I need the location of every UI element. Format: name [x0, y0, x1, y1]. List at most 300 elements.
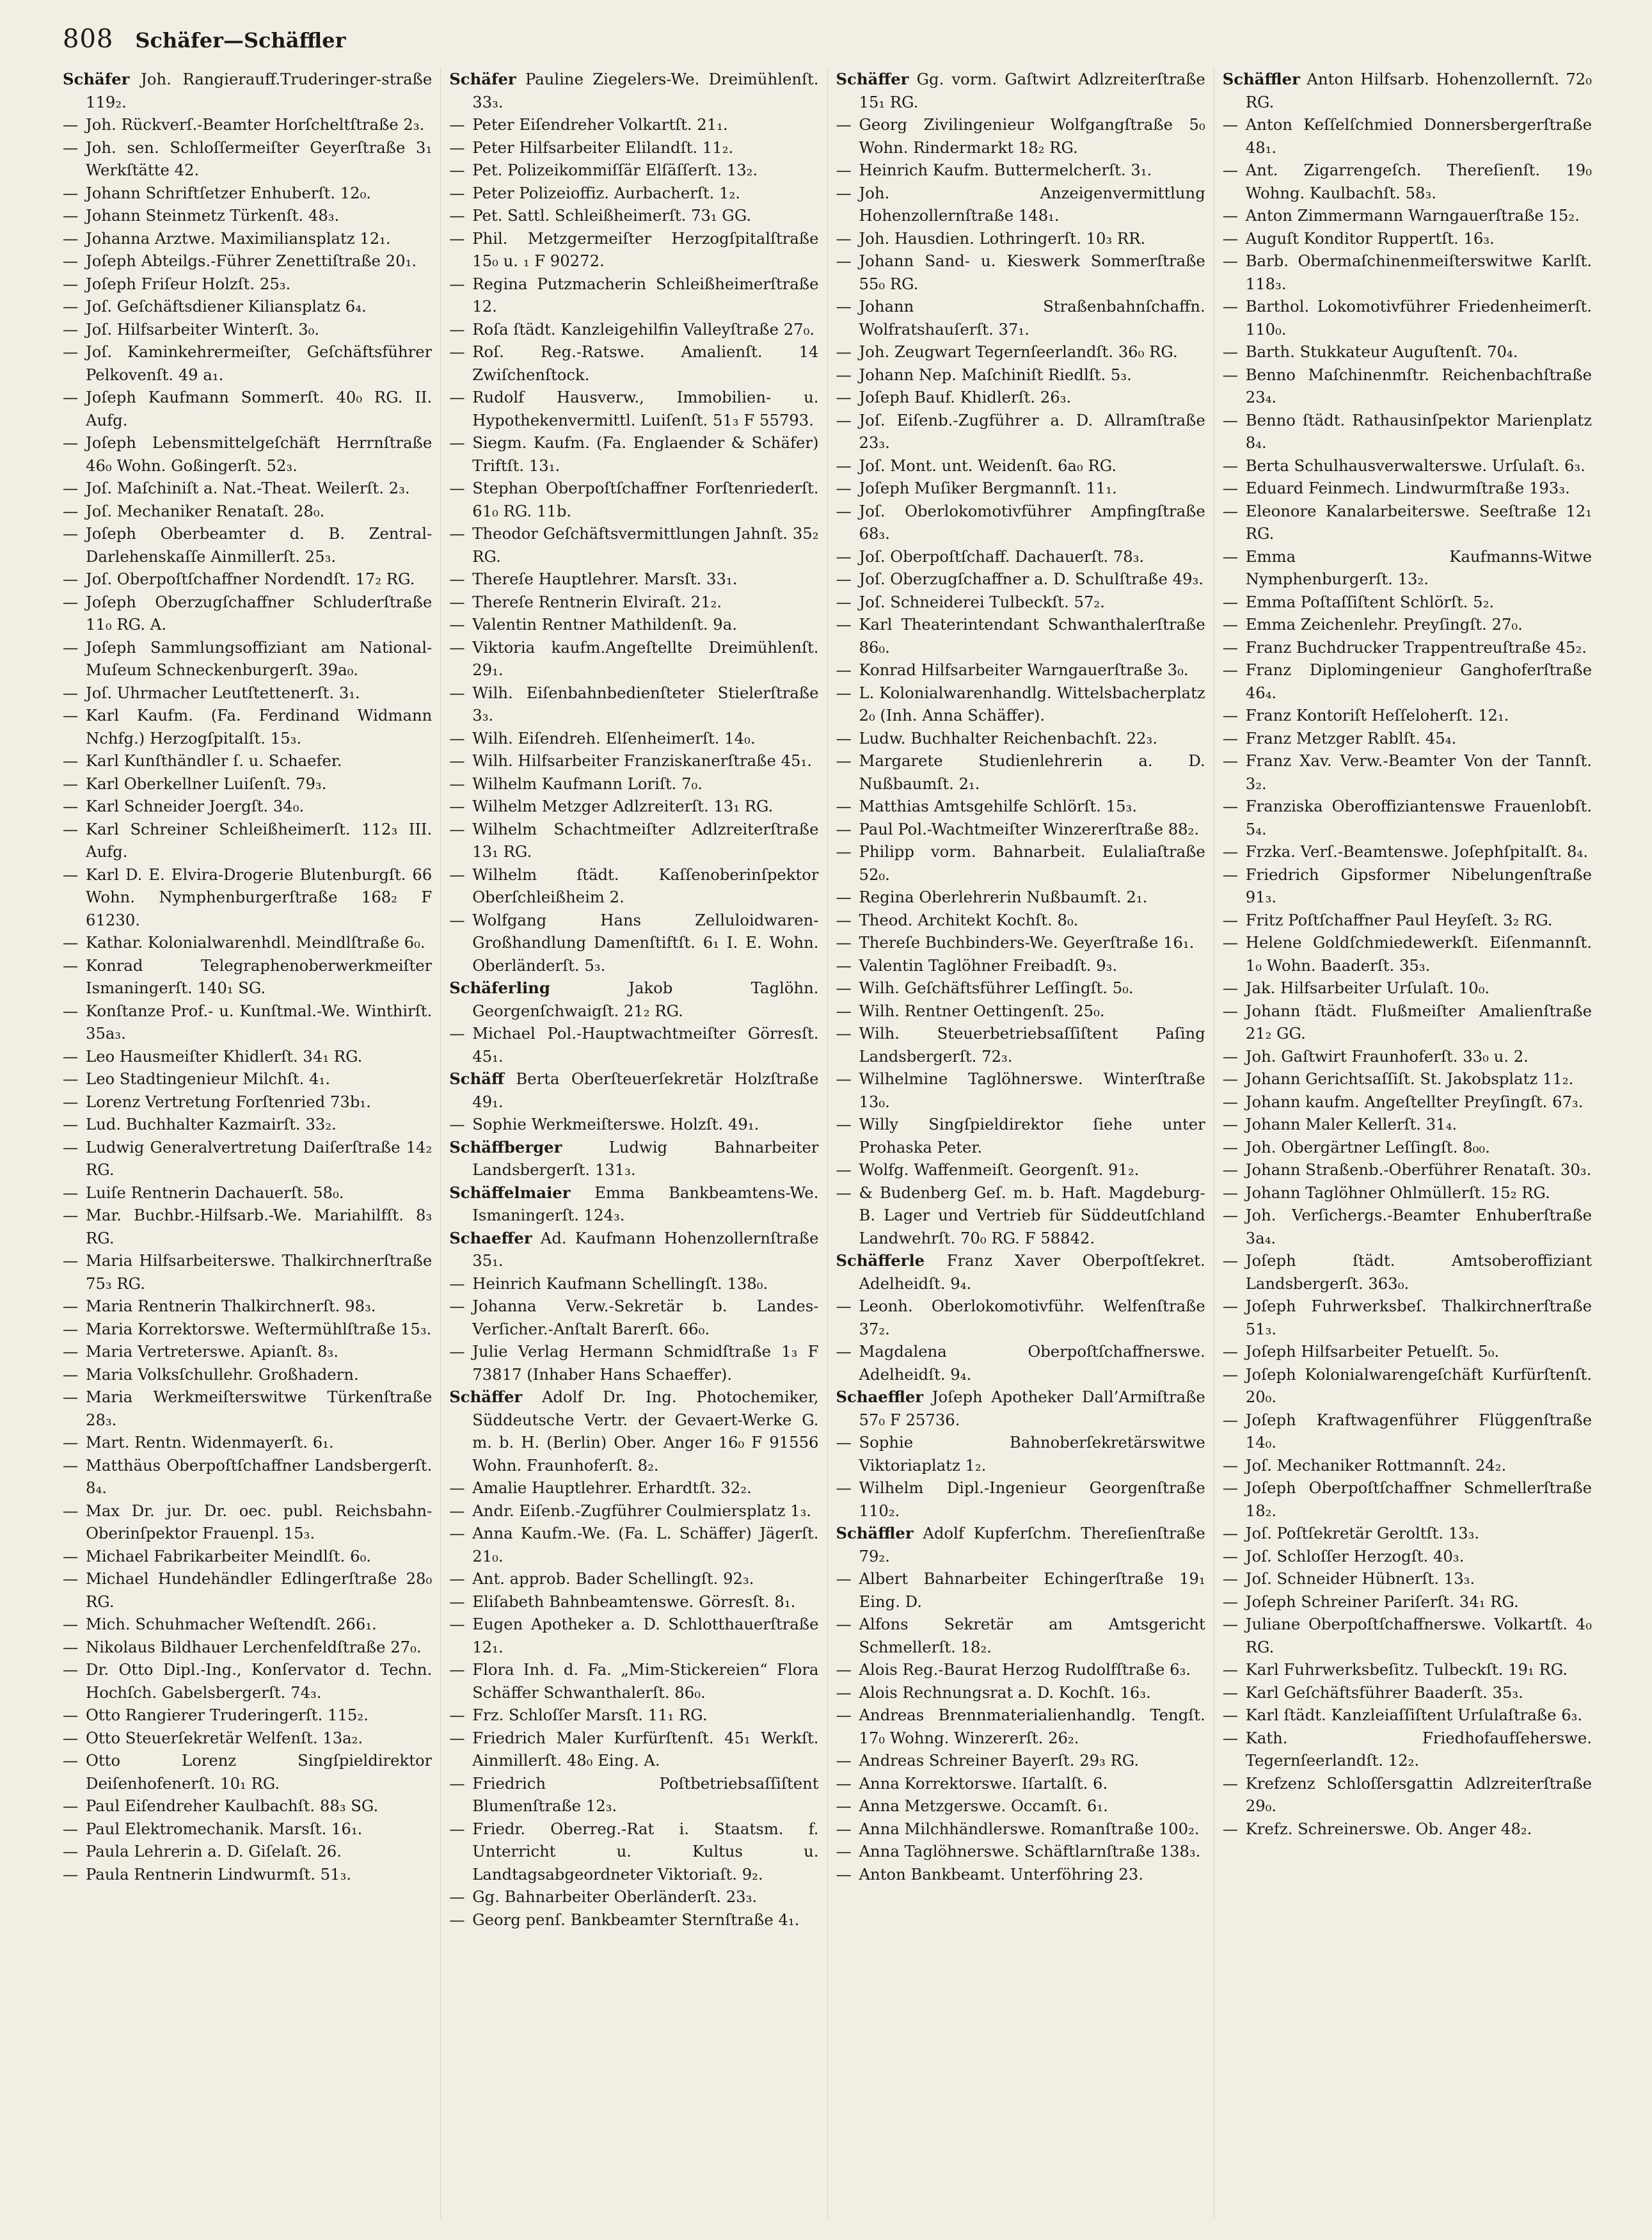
entry-text: Sophie Werkmeiſterswe. Holzſt. 49₁.: [472, 1115, 759, 1133]
entry-text: Anton Keſſelſchmied Donnersbergerſtraße 48₁.: [1245, 115, 1592, 157]
ditto-dash: —: [836, 910, 852, 929]
ditto-dash: —: [449, 479, 465, 497]
ditto-dash: —: [1222, 1478, 1239, 1497]
ditto-dash: —: [63, 1183, 79, 1202]
ditto-dash: —: [449, 319, 465, 339]
directory-entry: [1223, 1522, 1592, 1545]
directory-entry: [1223, 1681, 1592, 1704]
directory-entry: [836, 1795, 1205, 1818]
ditto-dash: —: [63, 1206, 79, 1224]
ditto-dash: —: [63, 183, 79, 202]
directory-entry: [1223, 1772, 1592, 1818]
entry-text: Friedr. Oberreg.-Rat i. Staatsm. f. Unterricht u. Kultus u. Landtagsabgeordneter Viktoriaſt. 9₂.: [472, 1819, 819, 1884]
ditto-dash: —: [1222, 842, 1239, 861]
directory-entry: [63, 636, 432, 682]
ditto-dash: —: [836, 570, 852, 588]
entry-text: Regina Putzmacherin Schleißheimerſtraße 12.: [472, 274, 819, 316]
entry-text: Maria Vertreterswe. Apianſt. 8₃.: [86, 1342, 339, 1361]
directory-entry: [1223, 1567, 1592, 1590]
entry-text: Philipp vorm. Bahnarbeit. Eulaliaſtraße 52₀.: [859, 842, 1205, 884]
ditto-dash: —: [836, 1751, 852, 1770]
ditto-dash: —: [63, 797, 79, 815]
ditto-dash: —: [836, 1796, 852, 1815]
entry-text: Karl Geſchäftsführer Baaderſt. 35₃.: [1245, 1683, 1523, 1702]
ditto-dash: —: [1222, 1524, 1239, 1542]
ditto-dash: —: [1222, 1069, 1239, 1088]
directory-entry: [63, 818, 432, 863]
directory-entry: [1223, 1000, 1592, 1045]
entry-text: Ad. Kaufmann Hohenzollernſtraße 35₁.: [472, 1228, 819, 1270]
ditto-dash: —: [1222, 910, 1239, 929]
directory-entry: [449, 477, 818, 522]
entry-text: Joh. Zeugwart Tegernſeerlandſt. 36₀ RG.: [859, 342, 1178, 361]
entry-text: Anton Hilfsarb. Hohenzollernſt. 72₀ RG.: [1245, 70, 1592, 111]
directory-entry: [449, 727, 818, 750]
entry-text: Jak. Hilfsarbeiter Urſulaſt. 10₀.: [1245, 979, 1490, 997]
entry-text: Franz Buchdrucker Trappentreuſtraße 45₂.: [1245, 637, 1587, 657]
entry-text: Karl Fuhrwerksbeſitz. Tulbeckſt. 19₁ RG.: [1245, 1660, 1568, 1679]
ditto-dash: —: [449, 1728, 465, 1747]
entry-text: Joh. Rückverſ.-Beamter Horſcheltſtraße 2₃.: [86, 115, 425, 134]
surname: Schäfer: [449, 70, 516, 88]
entry-text: Anton Bankbeamt. Unterföhring 23.: [859, 1864, 1143, 1884]
entry-text: Wilh. Rentner Oettingenſt. 25₀.: [859, 1001, 1105, 1020]
directory-entry: [1223, 1590, 1592, 1613]
ditto-dash: —: [1222, 637, 1239, 657]
entry-text: Ludwig Generalvertretung Daiſerſtraße 14₂ RG.: [86, 1137, 433, 1179]
ditto-dash: —: [63, 319, 79, 339]
directory-entry: [1223, 1818, 1592, 1841]
directory-entry: [836, 1749, 1205, 1772]
entry-text: Magdalena Oberpoſtſchaffnerswe. Adelheidſt. 9₄.: [859, 1342, 1205, 1384]
ditto-dash: —: [63, 1660, 79, 1679]
entry-text: Heinrich Kaufm. Buttermelcherſt. 3₁.: [859, 161, 1152, 179]
directory-entry: [1223, 1249, 1592, 1295]
directory-entry: [63, 386, 432, 431]
directory-entry: [1223, 909, 1592, 932]
ditto-dash: —: [449, 1115, 465, 1133]
directory-entry: [449, 1613, 818, 1658]
entry-text: Luiſe Rentnerin Dachauerſt. 58₀.: [86, 1183, 344, 1202]
entry-text: Joſeph Oberpoſtſchaffner Schmellerſtraße 18₂.: [1245, 1478, 1592, 1520]
entry-text: Karl Schneider Joergſt. 34₀.: [86, 797, 305, 815]
entry-text: Anna Taglöhnerswe. Schäftlarnſtraße 138₃.: [859, 1842, 1201, 1860]
entry-text: Lorenz Vertretung Forſtenried 73b₁.: [86, 1092, 371, 1111]
ditto-dash: —: [836, 1660, 852, 1679]
directory-entry: [836, 1000, 1205, 1023]
directory-entry: [63, 863, 432, 932]
entry-text: Andreas Schreiner Bayerſt. 29₃ RG.: [859, 1751, 1140, 1770]
directory-entry: [836, 500, 1205, 545]
ditto-dash: —: [1222, 1615, 1239, 1633]
entry-text: Adolf Dr. Ing. Photochemiker, Süddeutsche Vertr. der Gevaert-Werke G. m. b. H. (Berlin) Ober. Anger 16₀ F 91556 Wohn. Fraunhoferſt. 8₂.: [472, 1388, 819, 1475]
ditto-dash: —: [449, 592, 465, 611]
ditto-dash: —: [1222, 342, 1239, 361]
ditto-dash: —: [836, 683, 852, 702]
directory-entry: [63, 1795, 432, 1818]
ditto-dash: —: [1222, 1115, 1239, 1133]
directory-entry: [836, 454, 1205, 477]
entry-text: Johann kaufm. Angeſtellter Preyſingſt. 67₃.: [1245, 1092, 1584, 1111]
ditto-dash: —: [836, 115, 852, 134]
ditto-dash: —: [449, 910, 465, 929]
entry-text: Franz Diplomingenieur Ganghoferſtraße 46₄.: [1245, 660, 1592, 702]
ditto-dash: —: [836, 228, 852, 248]
ditto-dash: —: [63, 1319, 79, 1338]
ditto-dash: —: [1222, 1683, 1239, 1702]
ditto-dash: —: [1222, 1592, 1239, 1611]
entry-text: Max Dr. jur. Dr. oec. publ. Reichsbahn-Oberinſpektor Frauenpl. 15₃.: [86, 1501, 433, 1542]
entry-text: Eleonore Kanalarbeiterswe. Seeſtraße 12₁ RG.: [1245, 501, 1592, 543]
directory-entry: [1223, 1454, 1592, 1477]
ditto-dash: —: [1222, 979, 1239, 997]
ditto-dash: —: [1222, 797, 1239, 815]
directory-entry: [836, 1386, 1205, 1431]
ditto-dash: —: [63, 252, 79, 270]
ditto-dash: —: [449, 161, 465, 179]
entry-text: Pauline Ziegelers-We. Dreimühlenſt. 33₃.: [472, 70, 819, 111]
directory-entry: [63, 1295, 432, 1318]
ditto-dash: —: [1222, 1297, 1239, 1315]
directory-entry: [63, 749, 432, 772]
surname: Schäffberger: [449, 1137, 562, 1156]
ditto-dash: —: [836, 501, 852, 520]
column-1: [63, 68, 432, 2218]
directory-entry: [1223, 1409, 1592, 1454]
ditto-dash: —: [63, 1251, 79, 1270]
ditto-dash: —: [1222, 1819, 1239, 1838]
directory-entry: [449, 318, 818, 341]
ditto-dash: —: [63, 570, 79, 588]
directory-entry: [836, 1295, 1205, 1340]
entry-text: Amalie Hauptlehrer. Erhardtſt. 32₂.: [472, 1478, 752, 1497]
entry-text: Dr. Otto Dipl.-Ing., Konſervator d. Techn. Hochſch. Gabelsbergerſt. 74₃.: [86, 1660, 433, 1702]
column-2: [449, 68, 818, 2218]
ditto-dash: —: [449, 342, 465, 361]
directory-entry: [1223, 1045, 1592, 1068]
ditto-dash: —: [63, 1706, 79, 1724]
entry-text: Maria Volksſchullehr. Großhadern.: [86, 1364, 359, 1384]
directory-entry: [1223, 1295, 1592, 1340]
directory-entry: [836, 749, 1205, 795]
ditto-dash: —: [1222, 1455, 1239, 1475]
entry-text: Georg Zivilingenieur Wolfgangſtraße 5₀ Wohn. Rindermarkt 18₂ RG.: [859, 115, 1205, 157]
ditto-dash: —: [449, 1274, 465, 1293]
directory-entry: [1223, 795, 1592, 840]
directory-entry: [63, 682, 432, 705]
surname: Schäffer: [836, 70, 909, 88]
directory-entry: [449, 1136, 818, 1181]
entry-text: Johann Sand- u. Kieswerk Sommerſtraße 55₀ RG.: [859, 252, 1205, 293]
entry-text: Julie Verlag Hermann Schmidſtraße 1₃ F 73817 (Inhaber Hans Schaeffer).: [472, 1342, 819, 1384]
ditto-dash: —: [449, 1910, 465, 1929]
ditto-dash: —: [836, 479, 852, 497]
entry-text: Joſeph Oberbeamter d. B. Zentral-Darlehenskaſſe Ainmillerſt. 25₃.: [86, 524, 433, 566]
ditto-dash: —: [63, 115, 79, 134]
directory-entry: [836, 182, 1205, 227]
surname: Schäffler: [1222, 70, 1300, 88]
ditto-dash: —: [836, 933, 852, 952]
directory-entry: [63, 704, 432, 749]
directory-entry: [1223, 250, 1592, 295]
ditto-dash: —: [449, 183, 465, 202]
entry-text: Emma Bankbeamtens-We. Ismaningerſt. 124₃.: [472, 1183, 819, 1224]
entry-text: Barth. Stukkateur Auguſtenſt. 70₄.: [1245, 342, 1518, 361]
directory-entry: [836, 340, 1205, 364]
entry-text: Michael Hundehändler Edlingerſtraße 28₀ RG.: [86, 1569, 433, 1611]
ditto-dash: —: [836, 1842, 852, 1860]
entry-text: Barthol. Lokomotivführer Friedenheimerſt. 110₀.: [1245, 297, 1592, 339]
directory-entry: [836, 1340, 1205, 1386]
entry-text: Leo Stadtingenieur Milchſt. 4₁.: [86, 1069, 331, 1088]
ditto-dash: —: [836, 660, 852, 679]
ditto-dash: —: [63, 1364, 79, 1384]
entry-text: Theod. Architekt Kochſt. 8₀.: [859, 910, 1079, 929]
entry-text: Lud. Buchhalter Kazmairſt. 33₂.: [86, 1115, 337, 1133]
directory-entry: [1223, 1340, 1592, 1363]
entry-text: Karl Kunſthändler ſ. u. Schaefer.: [86, 751, 342, 770]
directory-entry: [836, 1613, 1205, 1658]
entry-text: Joſeph Hilfsarbeiter Petuelſt. 5₀.: [1245, 1342, 1500, 1361]
ditto-dash: —: [1222, 1660, 1239, 1679]
entry-text: Maria Korrektorswe. Weſtermühlſtraße 15₃.: [86, 1319, 432, 1338]
ditto-dash: —: [63, 479, 79, 497]
entry-text: Wilhelm Schachtmeiſter Adlzreiterſtraße 13₁ RG.: [472, 819, 819, 861]
surname: Schäffer: [449, 1388, 523, 1406]
entry-text: Wilhelm Dipl.-Ingenieur Georgenſtraße 110₂.: [859, 1478, 1205, 1520]
entry-text: Benno ſtädt. Rathausinſpektor Marienplatz 8₄.: [1245, 410, 1592, 452]
ditto-dash: —: [63, 1615, 79, 1633]
ditto-dash: —: [1222, 206, 1239, 225]
entry-text: Wilhelmine Taglöhnerswe. Winterſtraße 13₀.: [859, 1069, 1205, 1111]
ditto-dash: —: [63, 1046, 79, 1066]
ditto-dash: —: [63, 1433, 79, 1452]
directory-entry: [1223, 1068, 1592, 1091]
directory-entry: [63, 1204, 432, 1249]
entry-text: Paul Elektromechanik. Marsſt. 16₁.: [86, 1819, 363, 1838]
directory-entry: [449, 977, 818, 1022]
ditto-dash: —: [449, 1819, 465, 1838]
entry-text: Johanna Verw.-Sekretär b. Landes-Verſicher.-Anſtalt Barerſt. 66₀.: [472, 1297, 819, 1338]
directory-entry: [63, 1181, 432, 1204]
directory-entry: [1223, 1091, 1592, 1114]
entry-text: Johann Gerichtsaſſiſt. St. Jakobsplatz 11₂.: [1245, 1069, 1574, 1088]
entry-text: Stephan Oberpoſtſchaffner Forſtenriederſt. 61₀ RG. 11b.: [472, 479, 819, 520]
directory-entry: [63, 1000, 432, 1045]
entry-text: Pet. Sattl. Schleißheimerſt. 73₁ GG.: [472, 206, 752, 225]
entry-text: Wilh. Hilfsarbeiter Franziskanerſtraße 45₁.: [472, 751, 812, 770]
ditto-dash: —: [63, 751, 79, 770]
directory-entry: [836, 1681, 1205, 1704]
ditto-dash: —: [449, 1342, 465, 1361]
ditto-dash: —: [63, 1501, 79, 1520]
ditto-dash: —: [63, 501, 79, 520]
entry-text: Joſeph Kolonialwarengeſchäft Kurfürſtenſt. 20₀.: [1245, 1364, 1592, 1406]
directory-entry: [449, 1386, 818, 1476]
ditto-dash: —: [63, 1069, 79, 1088]
ditto-dash: —: [1222, 115, 1239, 134]
entry-text: & Budenberg Geſ. m. b. Haft. Magdeburg-B. Lager und Vertrieb für Süddeutſchland Landwehrſt. 70₀ RG. F 58842.: [859, 1183, 1205, 1247]
directory-entry: [836, 818, 1205, 841]
entry-text: Siegm. Kaufm. (Fa. Englaender & Schäfer) Triftſt. 13₁.: [472, 433, 819, 475]
directory-entry: [836, 840, 1205, 886]
directory-entry: [449, 749, 818, 772]
ditto-dash: —: [1222, 1001, 1239, 1020]
entry-text: Otto Lorenz Singſpieldirektor Deiſenhofenerſt. 10₁ RG.: [86, 1751, 433, 1793]
ditto-dash: —: [449, 1706, 465, 1724]
entry-text: Joſ. Hilfsarbeiter Winterſt. 3₀.: [86, 319, 320, 339]
directory-entry: [449, 273, 818, 318]
entry-text: Wilh. Geſchäftsführer Leſſingſt. 5₀.: [859, 979, 1134, 997]
directory-entry: [836, 727, 1205, 750]
entry-text: Anton Zimmermann Warngauerſtraße 15₂.: [1245, 206, 1580, 225]
ditto-dash: —: [836, 1819, 852, 1838]
entry-text: Albert Bahnarbeiter Echingerſtraße 19₁ Eing. D.: [859, 1569, 1205, 1611]
directory-entry: [1223, 477, 1592, 500]
directory-entry: [449, 1295, 818, 1340]
directory-entry: [63, 431, 432, 477]
ditto-dash: —: [449, 1524, 465, 1542]
entry-text: Alfons Sekretär am Amtsgericht Schmellerſt. 18₂.: [859, 1615, 1205, 1656]
ditto-dash: —: [449, 1501, 465, 1520]
ditto-dash: —: [63, 1137, 79, 1156]
ditto-dash: —: [836, 956, 852, 975]
entry-text: Joſ. Schloſſer Herzogſt. 40₃.: [1245, 1546, 1465, 1565]
ditto-dash: —: [63, 1728, 79, 1747]
directory-entry: [836, 931, 1205, 954]
directory-entry: [836, 1476, 1205, 1522]
ditto-dash: —: [449, 637, 465, 657]
ditto-dash: —: [836, 592, 852, 611]
entry-text: Flora Inh. d. Fa. „Mim-Stickereien“ Flora Schäffer Schwanthalerſt. 86₀.: [472, 1660, 819, 1702]
directory-entry: [836, 364, 1205, 387]
ditto-dash: —: [1222, 410, 1239, 429]
entry-text: Mich. Schuhmacher Weſtendſt. 266₁.: [86, 1615, 377, 1633]
directory-entry: [1223, 1613, 1592, 1658]
directory-entry: [1223, 113, 1592, 159]
ditto-dash: —: [1222, 865, 1239, 884]
directory-entry: [836, 1772, 1205, 1795]
entry-text: Ludwig Bahnarbeiter Landsbergerſt. 131₃.: [472, 1137, 819, 1179]
ditto-dash: —: [449, 228, 465, 248]
ditto-dash: —: [449, 524, 465, 543]
ditto-dash: —: [836, 456, 852, 475]
entry-text: Mart. Rentn. Widenmayerſt. 6₁.: [86, 1433, 334, 1452]
directory-entry: [63, 182, 432, 205]
directory-entry: [1223, 500, 1592, 545]
entry-text: Franziska Oberoffiziantenswe Frauenlobſt. 5₄.: [1245, 797, 1592, 838]
directory-entry: [836, 1113, 1205, 1158]
ditto-dash: —: [1222, 1137, 1239, 1156]
directory-entry: [449, 1113, 818, 1136]
directory-entry: [1223, 409, 1592, 454]
directory-entry: [836, 1181, 1205, 1250]
ditto-dash: —: [836, 1069, 852, 1088]
entry-text: Johann Taglöhner Ohlmüllerſt. 15₂ RG.: [1245, 1183, 1550, 1202]
directory-entry: [449, 636, 818, 682]
entry-text: Wolfgang Hans Zelluloidwaren-Großhandlung Damenſtiftſt. 6₁ I. E. Wohn. Oberländerſt. 5₃.: [472, 910, 819, 975]
directory-entry: [1223, 1476, 1592, 1522]
directory-entry: [1223, 1181, 1592, 1204]
ditto-dash: —: [63, 1796, 79, 1815]
entry-text: Johann ſtädt. Flußmeiſter Amalienſtraße 21₂ GG.: [1245, 1001, 1592, 1043]
surname: Schaeffer: [449, 1228, 532, 1247]
ditto-dash: —: [1222, 1569, 1239, 1588]
entry-text: Franz Xaver Oberpoſtſekret. Adelheidſt. 9₄.: [859, 1251, 1205, 1293]
entry-text: Nikolaus Bildhauer Lerchenfeldſtraße 27₀.: [86, 1637, 422, 1656]
directory-entry: [449, 227, 818, 273]
ditto-dash: —: [449, 206, 465, 225]
entry-text: Alois Rechnungsrat a. D. Kochſt. 16₃.: [859, 1683, 1151, 1702]
entry-text: Joſeph Kraftwagenführer Flüggenſtraße 14₀.: [1245, 1410, 1592, 1452]
entry-text: Alois Reg.-Baurat Herzog Rudolfſtraße 6₃.: [859, 1660, 1191, 1679]
ditto-dash: —: [836, 1683, 852, 1702]
entry-text: Paul Pol.-Wachtmeiſter Winzererſtraße 88₂.: [859, 819, 1200, 838]
directory-entry: [836, 613, 1205, 659]
directory-entry: [836, 954, 1205, 977]
entry-text: Joſeph Fuhrwerksbeſ. Thalkirchnerſtraße 51₃.: [1245, 1297, 1592, 1338]
directory-entry: [1223, 727, 1592, 750]
column-divider: [827, 68, 828, 2218]
entry-text: Karl Oberkellner Luiſenſt. 79₃.: [86, 774, 327, 793]
entry-text: Joſ. Schneider Hübnerſt. 13₃.: [1245, 1569, 1475, 1588]
ditto-dash: —: [1222, 1728, 1239, 1747]
ditto-dash: —: [449, 774, 465, 793]
directory-entry: [449, 1818, 818, 1886]
ditto-dash: —: [836, 842, 852, 861]
directory-entry: [836, 1658, 1205, 1681]
entry-text: Joh. Verſichergs.-Beamter Enhuberſtraße 3a₄.: [1245, 1206, 1592, 1247]
ditto-dash: —: [836, 161, 852, 179]
ditto-dash: —: [836, 252, 852, 270]
ditto-dash: —: [1222, 547, 1239, 566]
ditto-dash: —: [836, 1773, 852, 1793]
directory-entry: [1223, 364, 1592, 409]
entry-text: Paul Eiſendreher Kaulbachſt. 88₃ SG.: [86, 1796, 379, 1815]
entry-text: Franz Xav. Verw.-Beamter Von der Tannſt. 3₂.: [1245, 751, 1592, 793]
directory-entry: [449, 568, 818, 591]
entry-text: Joſ. Oberpoſtſchaff. Dachauerſt. 78₃.: [859, 547, 1145, 566]
directory-entry: [63, 477, 432, 500]
ditto-dash: —: [836, 888, 852, 906]
entry-text: Berta Oberſteuerſekretär Holzſtraße 49₁.: [472, 1069, 819, 1111]
directory-entry: [63, 250, 432, 273]
entry-text: Joſeph Lebensmittelgeſchäft Herrnſtraße 46₀ Wohn. Goßingerſt. 52₃.: [86, 433, 433, 475]
entry-text: Gg. Bahnarbeiter Oberländerſt. 23₃.: [472, 1887, 758, 1906]
directory-entry: [836, 1522, 1205, 1567]
directory-entry: [63, 1340, 432, 1363]
entry-text: Leo Hausmeiſter Khidlerſt. 34₁ RG.: [86, 1046, 363, 1066]
directory-entry: [63, 500, 432, 523]
entry-text: Auguſt Konditor Ruppertſt. 16₃.: [1245, 228, 1495, 248]
entry-text: Viktoria kaufm.Angeſtellte Dreimühlenſt. 29₁.: [472, 637, 819, 679]
ditto-dash: —: [1222, 728, 1239, 748]
directory-entry: [836, 545, 1205, 568]
ditto-dash: —: [836, 1001, 852, 1020]
ditto-dash: —: [836, 1615, 852, 1633]
entry-text: Konrad Hilfsarbeiter Warngauerſtraße 3₀.: [859, 660, 1189, 679]
column-4: [1223, 68, 1592, 2218]
entry-text: Margarete Studienlehrerin a. D. Nußbaumſt. 2₁.: [859, 751, 1205, 793]
directory-entry: [449, 1522, 818, 1567]
entry-text: Andreas Brennmaterialienhandlg. Tengſt. 17₀ Wohng. Winzererſt. 26₂.: [859, 1706, 1205, 1747]
directory-entry: [63, 1363, 432, 1386]
ditto-dash: —: [836, 615, 852, 634]
directory-entry: [1223, 454, 1592, 477]
ditto-dash: —: [836, 751, 852, 770]
directory-entry: [836, 659, 1205, 682]
ditto-dash: —: [63, 774, 79, 793]
